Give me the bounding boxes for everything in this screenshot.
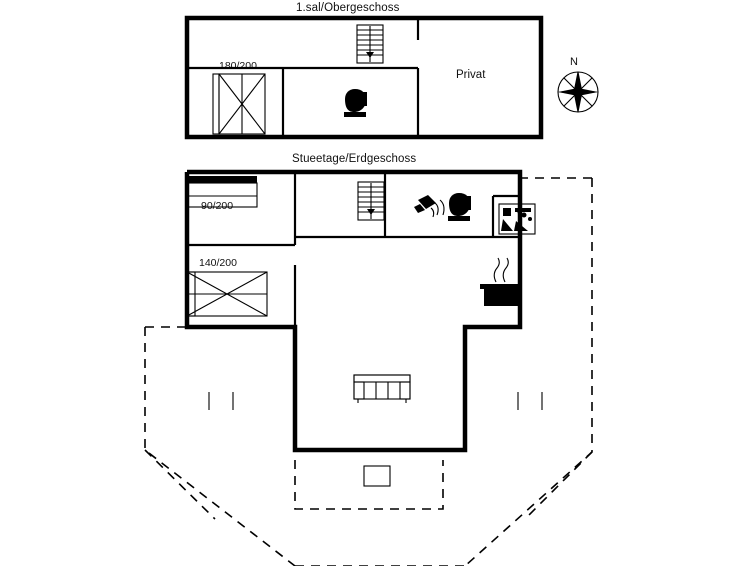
toilet-ground xyxy=(448,193,471,221)
toilet-upper xyxy=(344,89,367,117)
bed-label-180-200: 180/200 xyxy=(219,60,257,72)
bed-90-200 xyxy=(187,176,257,207)
bed-label-140-200: 140/200 xyxy=(199,257,237,269)
terrace-table xyxy=(364,466,390,486)
upper-floor-outline xyxy=(187,18,541,137)
bed-180-200 xyxy=(213,74,265,134)
compass-north-label: N xyxy=(570,56,578,68)
upper-floor-title: 1.sal/Obergeschoss xyxy=(296,2,400,14)
ground-floor-outline xyxy=(187,172,520,450)
bed-140-200 xyxy=(187,272,267,316)
room-label-privat: Privat xyxy=(456,69,486,81)
ground-floor-title: Stueetage/Erdgeschoss xyxy=(292,153,417,165)
stove-pot-icon xyxy=(480,258,522,306)
compass-rose xyxy=(558,72,598,112)
shower-icon xyxy=(414,195,444,217)
washing-machine-icon xyxy=(499,204,535,234)
staircase-upper xyxy=(357,25,383,63)
bed-label-90-200: 90/200 xyxy=(201,200,234,212)
sofa-icon xyxy=(354,375,410,403)
staircase-ground xyxy=(358,182,384,220)
ground-floor-partitions xyxy=(187,172,520,327)
